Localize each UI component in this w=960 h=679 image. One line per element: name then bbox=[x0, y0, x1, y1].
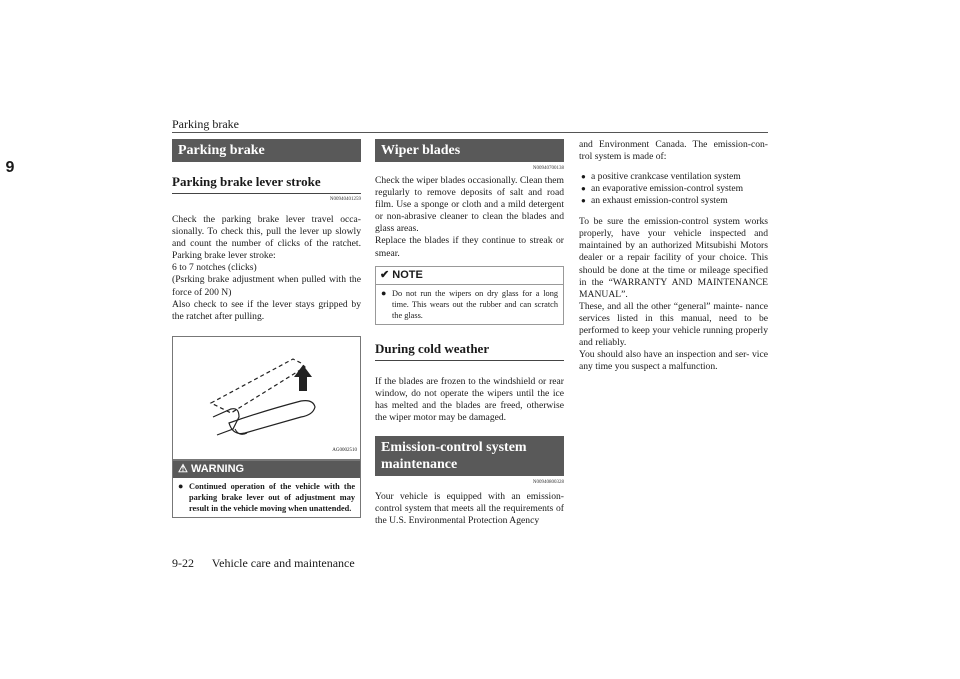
header-rule bbox=[172, 132, 768, 133]
paragraph: These, and all the other “general” mainte- nance services listed in this manual, need to be performed to keep your vehicle running properly and reliably. bbox=[579, 300, 768, 349]
list-item-text: an exhaust emission-control system bbox=[591, 195, 728, 207]
paragraph: 6 to 7 notches (clicks) bbox=[172, 262, 257, 274]
paragraph: (Psrking brake adjustment when pulled with the force of 200 N) bbox=[172, 274, 361, 298]
list-item-text: a positive crankcase ventilation system bbox=[591, 171, 741, 183]
paragraph: If the blades are frozen to the windshield or rear window, do not operate the wipers until the ice has melted and the blades are freed, otherwise the wiper motor may be damaged. bbox=[375, 375, 564, 423]
paragraph: To be sure the emission-control system works properly, have your vehicle inspected and maintained by an authorized Mitsubishi Motors dealer or a repair facility of your choice. This should be done at the time or mileage specified in the “WARRANTY AND MAINTENANCE MANUAL”. bbox=[579, 216, 768, 300]
column-parking-brake bbox=[172, 139, 361, 518]
paragraph: and Environment Canada. The emission-con- trol system is made of: bbox=[579, 139, 768, 163]
bullet-icon: ● bbox=[381, 287, 387, 298]
column-emission-continued bbox=[579, 139, 768, 373]
page-footer bbox=[172, 556, 355, 571]
footer-chapter-title: Vehicle care and maintenance bbox=[211, 556, 355, 570]
warning-header bbox=[173, 461, 360, 478]
warning-box bbox=[172, 460, 361, 518]
lever-drawing bbox=[173, 337, 362, 459]
note-label: NOTE bbox=[392, 268, 423, 281]
warning-text bbox=[173, 478, 360, 517]
bullet-icon: ● bbox=[581, 184, 586, 194]
paragraph: Replace the blades if they continue to streak or smear. bbox=[375, 235, 564, 259]
figure-code: AG0002510 bbox=[332, 447, 357, 453]
check-icon: ✔ bbox=[380, 268, 390, 281]
list-item bbox=[581, 183, 768, 195]
note-message: Do not run the wipers on dry glass for a long time. This wears out the rubber and can scratch the glass. bbox=[392, 288, 558, 320]
list-item bbox=[581, 171, 768, 183]
section-title-emission-control: Emission-control system maintenance bbox=[375, 436, 564, 476]
paragraph: Check the wiper blades occasionally. Clean them regularly to remove deposits of salt and road film. Use a sponge or cloth and a mild detergent or non-abrasive cleaner to clean the blades and glass areas. bbox=[375, 175, 564, 235]
list-item bbox=[581, 195, 768, 207]
note-text bbox=[376, 285, 563, 324]
paragraph: Your vehicle is equipped with an emission- control system that meets all the requirements of the U.S. Environmental Protection Agency bbox=[375, 491, 564, 527]
bullet-icon: ● bbox=[581, 172, 586, 182]
parking-brake-lever-illustration bbox=[172, 336, 361, 460]
column-wiper-blades bbox=[375, 139, 564, 527]
bullet-icon: ● bbox=[178, 480, 184, 491]
note-box bbox=[375, 266, 564, 325]
warning-icon: ⚠ bbox=[178, 462, 188, 475]
reference-code: N00940800328 bbox=[532, 480, 564, 486]
list-item-text: an evaporative emission-control system bbox=[591, 183, 744, 195]
section-title-parking-brake: Parking brake bbox=[172, 139, 361, 162]
emission-component-list bbox=[579, 171, 768, 207]
reference-code: N00940700138 bbox=[532, 166, 564, 171]
page-number: 9-22 bbox=[172, 556, 194, 570]
warning-message: Continued operation of the vehicle with the parking brake lever out of adjustment may result in the vehicle moving when unattended. bbox=[189, 481, 355, 513]
warning-label: WARNING bbox=[190, 462, 245, 475]
note-header bbox=[376, 267, 563, 285]
subheading-cold-weather: During cold weather bbox=[375, 337, 564, 361]
running-header: Parking brake bbox=[172, 117, 239, 131]
paragraph: Check the parking brake lever travel occa- sionally. To check this, pull the lever up slowly and count the number of clicks of the ratchet. Parking brake lever stroke: bbox=[172, 214, 361, 262]
subheading-lever-stroke: Parking brake lever stroke bbox=[172, 170, 361, 194]
reference-code: N00940401259 bbox=[329, 197, 361, 202]
paragraph: Also check to see if the lever stays gripped by the ratchet after pulling. bbox=[172, 298, 361, 322]
chapter-tab: 9 bbox=[5, 159, 15, 176]
section-title-wiper-blades: Wiper blades bbox=[375, 139, 564, 162]
paragraph: You should also have an inspection and ser- vice any time you suspect a malfunction. bbox=[579, 349, 768, 373]
bullet-icon: ● bbox=[581, 196, 586, 206]
